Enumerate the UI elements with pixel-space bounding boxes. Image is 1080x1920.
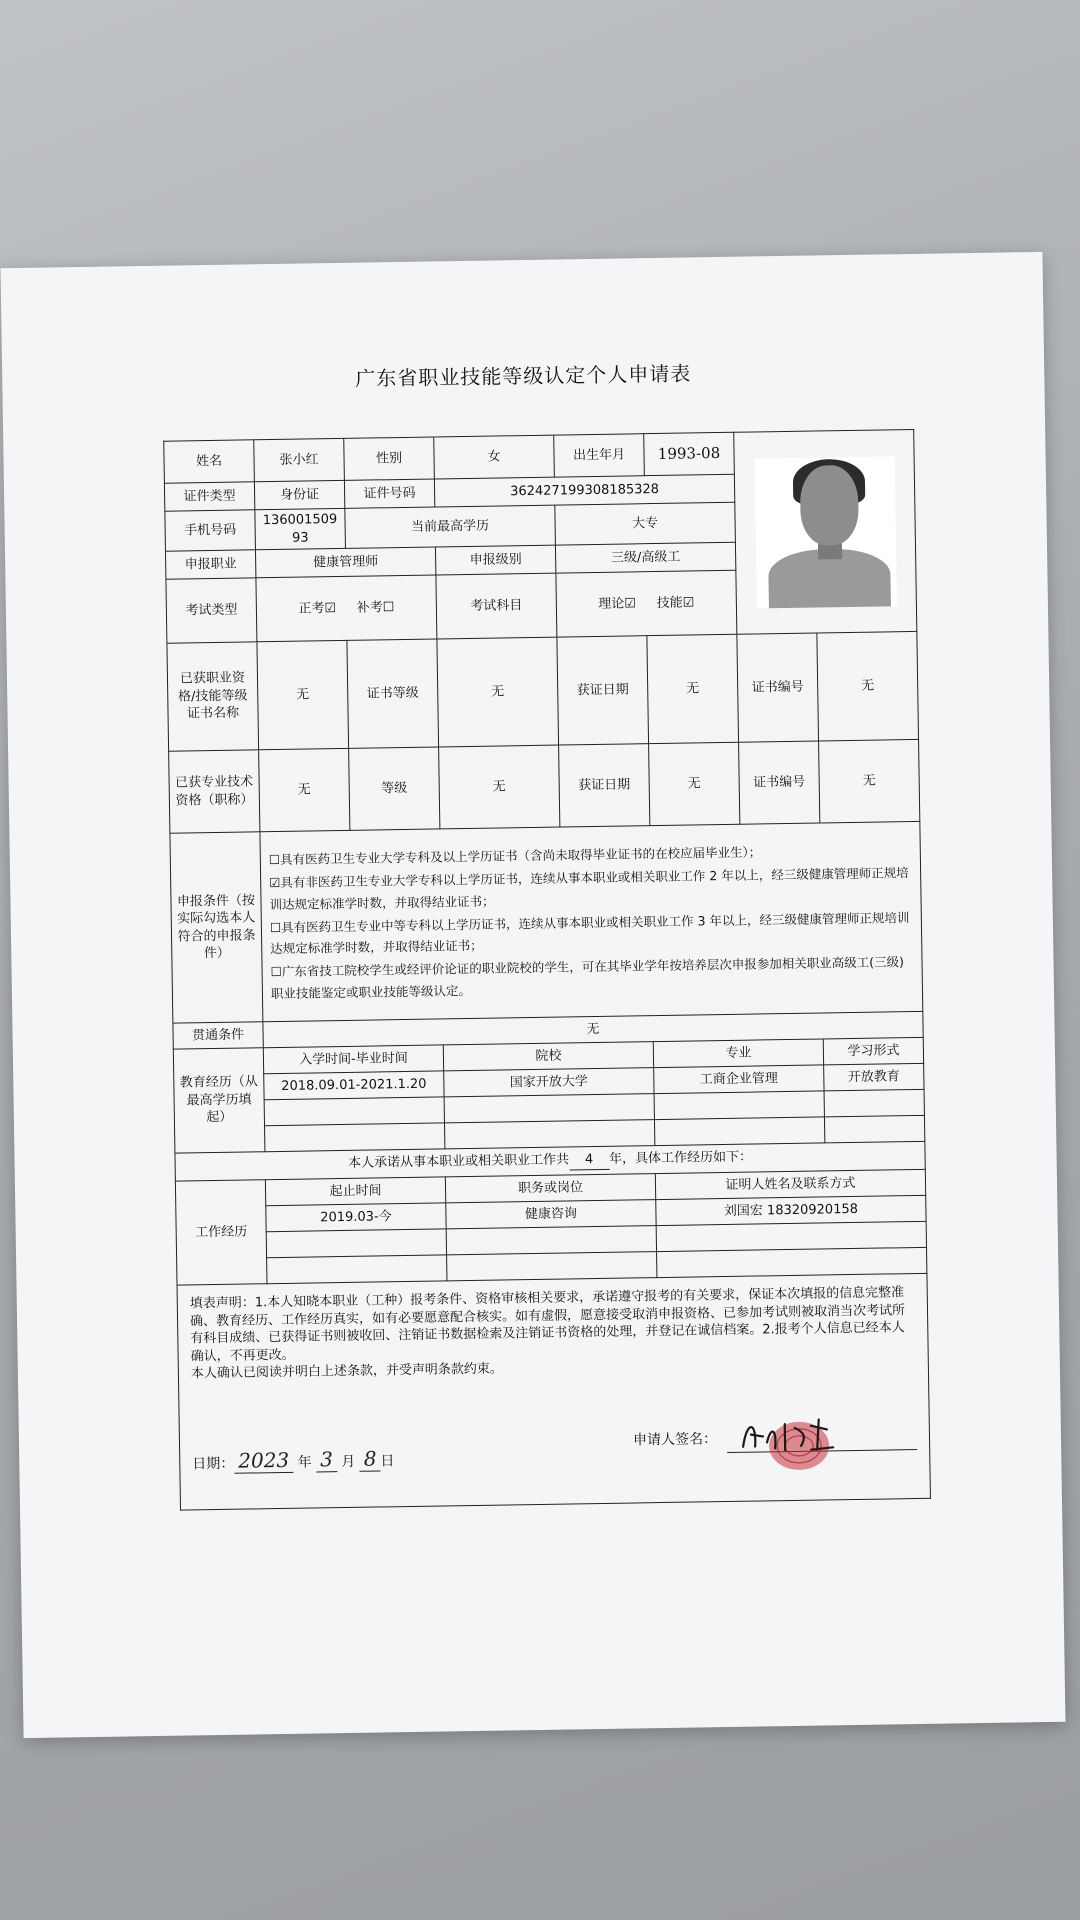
label-prof-no: 证书编号 bbox=[739, 741, 820, 824]
declaration-cell bbox=[177, 1273, 930, 1510]
value-through: 无 bbox=[263, 1011, 923, 1047]
date-year: 2023 bbox=[234, 1448, 293, 1474]
label-birth: 出生年月 bbox=[554, 434, 645, 477]
pledge-suffix: 年，具体工作经历如下： bbox=[608, 1149, 753, 1168]
month-label: 月 bbox=[341, 1453, 356, 1470]
declaration-text: 填表声明：1.本人知晓本职业（工种）报考条件、资格审核相关要求，承诺遵守报考的有关要求，保证本次填报的信息完整准确、教育经历、工作经历真实，如有必要愿意配合核实。如有虚假，愿意接受取消申报资格、已参加考试则被取消当次考试所有科目成绩、已获得证书则被收回、注销证书数据检索及注销证书资格的处理，并登记在诚信档案。2.报考个人信息已经本人确认，不再更改。 bbox=[189, 1285, 906, 1365]
label-through: 贯通条件 bbox=[173, 1022, 263, 1049]
date-day: 8 bbox=[360, 1446, 381, 1471]
value-issue-date: 无 bbox=[647, 634, 739, 743]
form-title: 广东省职业技能等级认定个人申请表 bbox=[355, 361, 692, 391]
application-form-paper bbox=[1, 252, 1066, 1738]
value-education: 大专 bbox=[555, 502, 736, 545]
edu-header-school: 院校 bbox=[443, 1042, 653, 1071]
value-birth: 1993-08 bbox=[644, 432, 735, 475]
work-reference: 刘国宏 18320920158 bbox=[656, 1195, 926, 1225]
condition-item: ☐具有医药卫生专业大学专科及以上学历证书（含尚未取得毕业证书的在校应届毕业生）； bbox=[268, 844, 762, 868]
label-prof-title: 已获专业技术资格（职称） bbox=[169, 750, 260, 833]
value-id-type: 身份证 bbox=[254, 480, 344, 509]
edu-major: 工商企业管理 bbox=[654, 1065, 824, 1094]
edu-school bbox=[444, 1094, 654, 1123]
label-education: 当前最高学历 bbox=[345, 505, 556, 548]
exam-regular-checkbox: 正考☑ bbox=[298, 600, 337, 617]
value-name: 张小红 bbox=[254, 438, 345, 481]
label-edu-history: 教育经历（从最高学历填起） bbox=[173, 1048, 265, 1153]
date-month: 3 bbox=[316, 1447, 337, 1472]
label-conditions: 申报条件（按实际勾选本人符合的申报条件） bbox=[170, 832, 263, 1023]
label-gender: 性别 bbox=[344, 437, 435, 480]
value-cert-level: 无 bbox=[437, 637, 559, 747]
value-exam-type bbox=[256, 575, 437, 642]
label-level: 申报级别 bbox=[435, 545, 555, 575]
label-qualification: 已获职业资格/技能等级证书名称 bbox=[167, 642, 259, 751]
value-prof-title: 无 bbox=[259, 748, 350, 831]
pledge-prefix: 本人承诺从事本职业或相关职业工作共 bbox=[347, 1152, 570, 1172]
applicant-photo bbox=[754, 456, 896, 608]
label-name: 姓名 bbox=[164, 440, 255, 483]
day-label: 日 bbox=[380, 1453, 395, 1470]
condition-item: ☐广东省技工院校学生或经评价论证的职业院校的学生，可在其毕业学年按培养层次申报参加相关职业高级工(三级)职业技能鉴定或职业技能等级认定。 bbox=[270, 954, 905, 1001]
work-position bbox=[446, 1226, 656, 1255]
label-issue-date: 获证日期 bbox=[557, 636, 649, 745]
work-time bbox=[266, 1229, 446, 1258]
work-position: 健康咨询 bbox=[446, 1200, 656, 1229]
sign-label: 申请人签名： bbox=[632, 1431, 718, 1449]
edu-form bbox=[824, 1089, 924, 1117]
value-exam-subject bbox=[556, 570, 737, 637]
label-cert-level: 证书等级 bbox=[347, 639, 439, 748]
label-exam-type: 考试类型 bbox=[166, 578, 257, 643]
declaration-confirm: 本人确认已阅读并明白上述条款，并受声明条款约束。 bbox=[190, 1361, 504, 1382]
date-block bbox=[192, 1445, 395, 1475]
photo-cell bbox=[734, 429, 917, 634]
edu-header-major: 专业 bbox=[653, 1039, 823, 1068]
edu-major bbox=[654, 1117, 824, 1146]
condition-item: ☐具有医药卫生专业中等专科以上学历证书，连续从事本职业或相关职业工作 3 年以上，经三级健康管理师正规培训达规定标准学时数，并取得结业证书； bbox=[269, 910, 910, 957]
label-prof-date: 获证日期 bbox=[559, 744, 650, 827]
pledge-years: 4 bbox=[569, 1151, 609, 1170]
label-id-number: 证件号码 bbox=[344, 479, 434, 508]
edu-header-form: 学习形式 bbox=[823, 1037, 923, 1065]
exam-makeup-checkbox: 补考☐ bbox=[356, 599, 395, 616]
value-prof-no: 无 bbox=[819, 740, 920, 824]
label-exam-subject: 考试科目 bbox=[436, 573, 557, 639]
signature-row bbox=[191, 1398, 917, 1479]
label-work-history: 工作经历 bbox=[175, 1180, 267, 1285]
subject-theory-checkbox: 理论☑ bbox=[598, 596, 637, 612]
edu-form: 开放教育 bbox=[824, 1063, 924, 1091]
label-id-type: 证件类型 bbox=[164, 482, 254, 511]
label-prof-grade: 等级 bbox=[349, 747, 440, 830]
label-phone: 手机号码 bbox=[165, 510, 256, 552]
work-time bbox=[267, 1255, 447, 1284]
work-header-reference: 证明人姓名及联系方式 bbox=[655, 1169, 925, 1199]
edu-school bbox=[444, 1120, 654, 1149]
work-header-time: 起止时间 bbox=[265, 1177, 445, 1206]
value-cert-no: 无 bbox=[817, 632, 919, 742]
work-time: 2019.03-今 bbox=[266, 1203, 446, 1232]
value-prof-date: 无 bbox=[649, 742, 740, 825]
year-label: 年 bbox=[297, 1454, 312, 1471]
edu-time bbox=[264, 1097, 444, 1126]
value-phone: 13600150993 bbox=[255, 508, 346, 550]
edu-form bbox=[824, 1115, 924, 1143]
value-qualification: 无 bbox=[257, 640, 349, 749]
work-position bbox=[447, 1252, 657, 1281]
date-label: 日期： bbox=[192, 1455, 235, 1473]
value-id-number: 362427199308185328 bbox=[434, 474, 734, 507]
edu-school: 国家开放大学 bbox=[444, 1068, 654, 1097]
value-gender: 女 bbox=[434, 435, 555, 479]
value-prof-grade: 无 bbox=[439, 745, 560, 829]
value-level: 三级/高级工 bbox=[555, 542, 735, 573]
edu-major bbox=[654, 1091, 824, 1120]
condition-item: ☑具有非医药卫生专业大学专科以上学历证书，连续从事本职业或相关职业工作 2 年以上，经三级健康管理师正规培训达规定标准学时数，并取得结业证书； bbox=[269, 865, 909, 912]
value-occupation: 健康管理师 bbox=[255, 547, 435, 578]
edu-time: 2018.09.01-2021.1.20 bbox=[264, 1071, 444, 1100]
label-cert-no: 证书编号 bbox=[737, 633, 819, 742]
edu-time bbox=[265, 1123, 445, 1152]
label-occupation: 申报职业 bbox=[165, 550, 255, 579]
application-form-table bbox=[163, 429, 931, 1511]
conditions-list bbox=[260, 821, 923, 1021]
work-header-position: 职务或岗位 bbox=[445, 1174, 655, 1203]
signature-with-fingerprint bbox=[736, 1405, 857, 1477]
edu-header-time: 入学时间-毕业时间 bbox=[263, 1045, 443, 1074]
subject-skill-checkbox: 技能☑ bbox=[656, 595, 695, 611]
